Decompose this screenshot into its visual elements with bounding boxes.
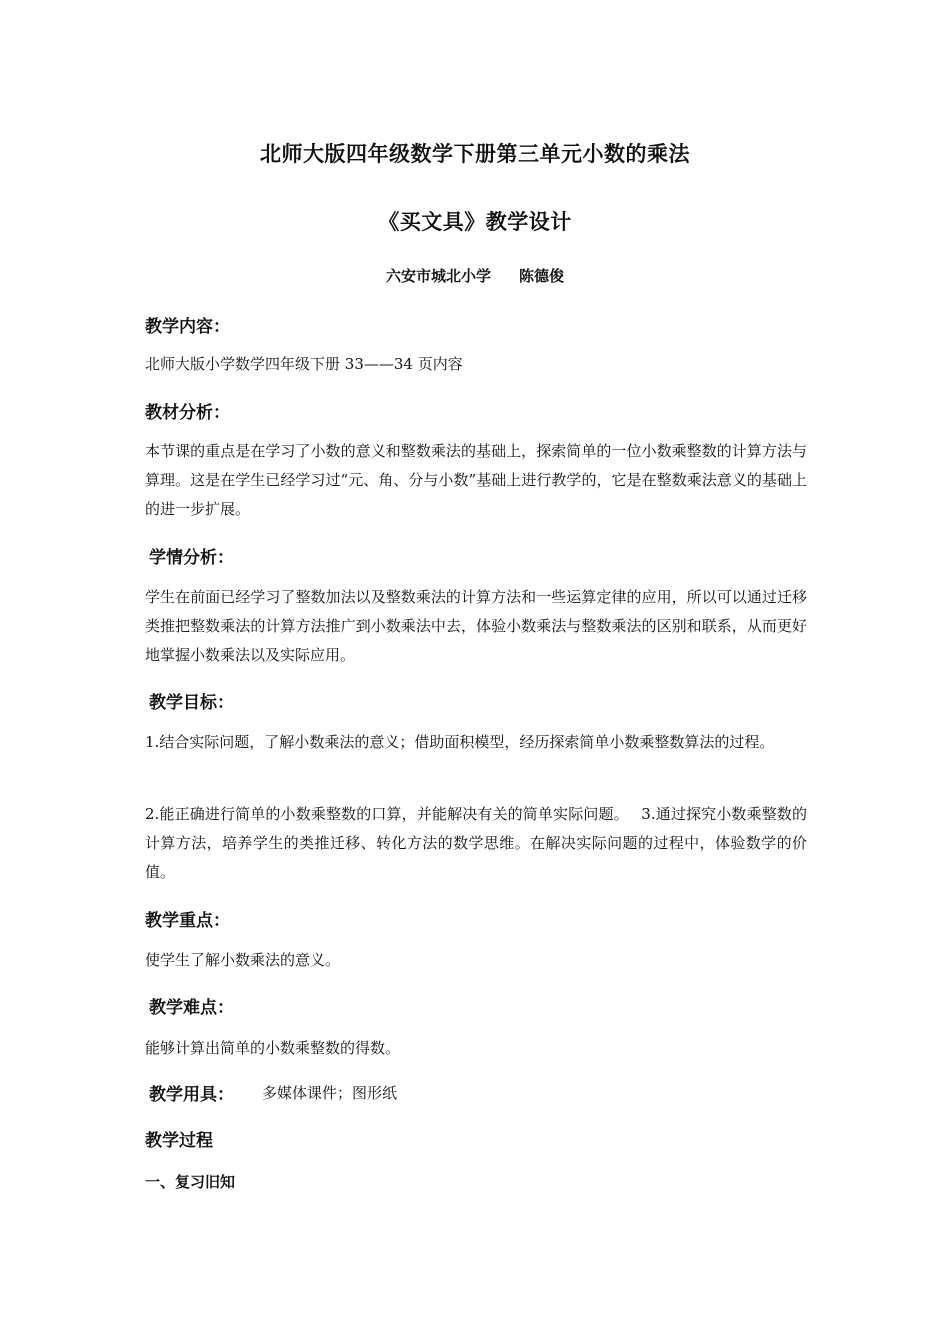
author-line: [0, 265, 950, 286]
heading-objectives: 教学目标：: [149, 693, 234, 713]
paragraph-key-point: 使学生了解小数乘法的意义。: [145, 951, 341, 969]
paragraph-material-analysis: 本节课的重点是在学习了小数的意义和整数乘法的基础上，探索简单的一位小数乘整数的计算方法与算理。这是在学生已经学习过“元、角、分与小数”基础上进行教学的，它是在整数乘法意义的基础上的进一步扩展。: [145, 442, 807, 518]
author-name: 陈德俊: [519, 267, 565, 285]
paragraph-student-analysis: 学生在前面已经学习了整数加法以及整数乘法的计算方法和一些运算定律的应用，所以可以通过迁移类推把整数乘法的计算方法推广到小数乘法中去，体验小数乘法与整数乘法的区别和联系，从而更好地掌握小数乘法以及实际应用。: [145, 588, 807, 664]
heading-student-analysis: 学情分析：: [149, 548, 234, 568]
heading-difficulty: 教学难点：: [149, 998, 234, 1018]
paragraph-content: 北师大版小学数学四年级下册 33——34 页内容: [145, 355, 463, 373]
tools-value: 多媒体课件；图形纸: [262, 1084, 398, 1102]
heading-process: 教学过程: [145, 1131, 213, 1151]
heading-material-analysis: 教材分析：: [145, 403, 230, 423]
document-subtitle: 《买文具》教学设计: [378, 210, 572, 234]
document-title: 北师大版四年级数学下册第三单元小数的乘法: [260, 142, 690, 166]
paragraph-objective-2: 2.能正确进行简单的小数乘整数的口算，并能解决有关的简单实际问题。 3.通过探究小数乘整数的计算方法，培养学生的类推迁移、转化方法的数学思维。在解决实际问题的过程中，体验数学的价值。: [145, 805, 807, 881]
heading-tools: 教学用具：: [149, 1085, 234, 1105]
paragraph-objective-1: 1.结合实际问题，了解小数乘法的意义；借助面积模型，经历探索简单小数乘整数算法的过程。: [145, 733, 775, 751]
heading-step-1: 一、复习旧知: [145, 1173, 236, 1191]
paragraph-difficulty: 能够计算出简单的小数乘整数的得数。: [145, 1039, 401, 1057]
heading-content: 教学内容：: [145, 317, 230, 337]
heading-key-point: 教学重点：: [145, 911, 230, 931]
author-school: 六安市城北小学: [385, 267, 491, 285]
